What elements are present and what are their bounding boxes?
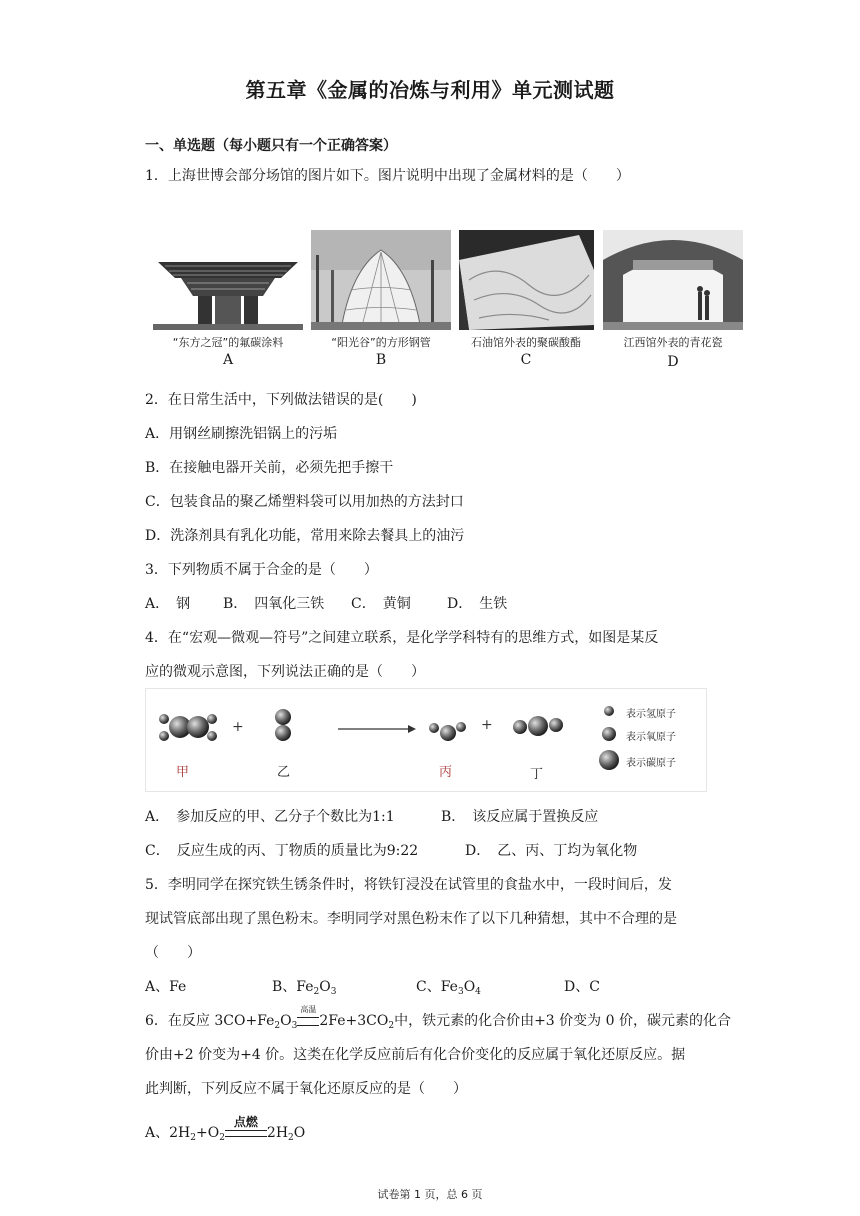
question-4-option-d: D． 乙、丙、丁均为氧化物 <box>465 843 638 859</box>
question-5-stem-line-3: （ ） <box>145 945 201 961</box>
label-bing: 丙 <box>439 765 453 780</box>
molecule-bing-icon <box>429 722 466 741</box>
question-2-stem: 2．在日常生活中，下列做法错误的是( ) <box>145 392 417 408</box>
photo-a-caption: “东方之冠”的氟碳涂料 <box>172 336 284 349</box>
svg-text:+: + <box>481 717 493 733</box>
label-yi: 乙 <box>277 765 291 780</box>
question-5-stem-line-2: 现试管底部出现了黑色粉末。李明同学对黑色粉末作了以下几种猜想，其中不合理的是 <box>145 911 677 927</box>
question-3-option-c: C． 黄铜 <box>351 596 411 612</box>
reaction-condition: 高温 <box>297 1013 319 1029</box>
legend-carbon: 表示碳原子 <box>626 758 676 769</box>
question-5-stem-line-1: 5．李明同学在探究铁生锈条件时，将铁钉浸没在试管里的食盐水中，一段时间后，发 <box>145 877 672 893</box>
oil-pavilion-photo <box>459 230 594 330</box>
pavilion-photos <box>153 230 748 375</box>
molecule-yi-icon <box>275 709 291 741</box>
question-1-stem: 1．上海世博会部分场馆的图片如下。图片说明中出现了金属材料的是（ ） <box>145 168 630 184</box>
photo-c-letter: C <box>520 352 532 368</box>
combustion-condition: 点燃 <box>225 1125 267 1141</box>
page-footer: 试卷第 1 页，总 6 页 <box>377 1188 483 1201</box>
question-5-option-c: C、Fe3O4 <box>416 979 481 997</box>
question-6-option-a: A、$2H_2+O_2$ 点燃 $2H_2O$ <box>145 1115 306 1143</box>
question-2-option-a: A．用钢丝刷擦洗铝锅上的污垢 <box>145 426 338 442</box>
question-2-option-b: B．在接触电器开关前，必须先把手擦干 <box>145 460 394 476</box>
question-4-options-row-2 <box>145 840 637 860</box>
question-3-option-d: D． 生铁 <box>447 596 508 612</box>
question-3-option-a: A． 钢 <box>145 596 191 612</box>
photo-b-letter: B <box>375 352 387 368</box>
question-4-option-c: C． 反应生成的丙、丁物质的质量比为9:22 <box>145 843 419 859</box>
legend-hydrogen: 表示氢原子 <box>626 709 676 720</box>
question-4-stem-line-2: 应的微观示意图，下列说法正确的是（ ） <box>145 664 425 680</box>
question-6-stem-line-1: 6．在反应 $3CO+Fe_2O_3$ 高温 $2Fe+3CO_2$中，铁元素的化合价由+3 价变为 0 价，碳元素的化合 <box>145 1005 731 1031</box>
question-5-option-b: B、Fe2O3 <box>272 979 337 997</box>
question-5-option-d: D、C <box>564 979 600 995</box>
molecule-ding-icon <box>513 716 563 736</box>
question-4-options-row-1 <box>145 806 598 826</box>
label-jia: 甲 <box>176 765 190 780</box>
china-pavilion-photo <box>153 234 303 330</box>
question-2-option-d: D．洗涤剂具有乳化功能，常用来除去餐具上的油污 <box>145 528 465 544</box>
question-3-option-b: B． 四氧化三铁 <box>223 596 325 612</box>
question-6-stem-line-2: 价由+2 价变为+4 价。这类在化学反应前后有化合价变化的反应属于氧化还原反应。据 <box>145 1047 686 1063</box>
question-5-options <box>145 976 600 997</box>
photo-b-caption: “阳光谷”的方形钢管 <box>331 336 431 349</box>
legend-oxygen: 表示氧原子 <box>626 732 676 743</box>
molecule-jia-icon <box>159 714 217 741</box>
section-heading: 一、单选题（每小题只有一个正确答案） <box>145 138 397 154</box>
question-4-option-b: B． 该反应属于置换反应 <box>441 809 599 825</box>
question-3-stem: 3．下列物质不属于合金的是（ ） <box>145 562 378 578</box>
label-ding: 丁 <box>530 767 544 782</box>
page-title: 第五章《金属的冶炼与利用》单元测试题 <box>245 78 615 102</box>
sun-valley-photo <box>311 230 451 330</box>
reaction-diagram <box>145 688 707 792</box>
svg-text:+: + <box>232 719 244 735</box>
question-3-options <box>145 593 507 613</box>
photo-d-letter: D <box>667 354 679 370</box>
question-5-option-a: A、Fe <box>145 979 187 995</box>
question-2-option-c: C．包装食品的聚乙烯塑料袋可以用加热的方法封口 <box>145 494 464 510</box>
jiangxi-pavilion-photo <box>603 230 743 330</box>
photo-a-letter: A <box>222 352 234 368</box>
photo-d-caption: 江西馆外表的青花瓷 <box>623 336 723 349</box>
question-6-stem-line-3: 此判断，下列反应不属于氧化还原反应的是（ ） <box>145 1081 467 1097</box>
question-4-option-a: A． 参加反应的甲、乙分子个数比为1:1 <box>145 809 395 825</box>
photo-c-caption: 石油馆外表的聚碳酸酯 <box>471 336 581 349</box>
question-4-stem-line-1: 4．在“宏观—微观—符号”之间建立联系，是化学学科特有的思维方式，如图是某反 <box>145 630 659 646</box>
